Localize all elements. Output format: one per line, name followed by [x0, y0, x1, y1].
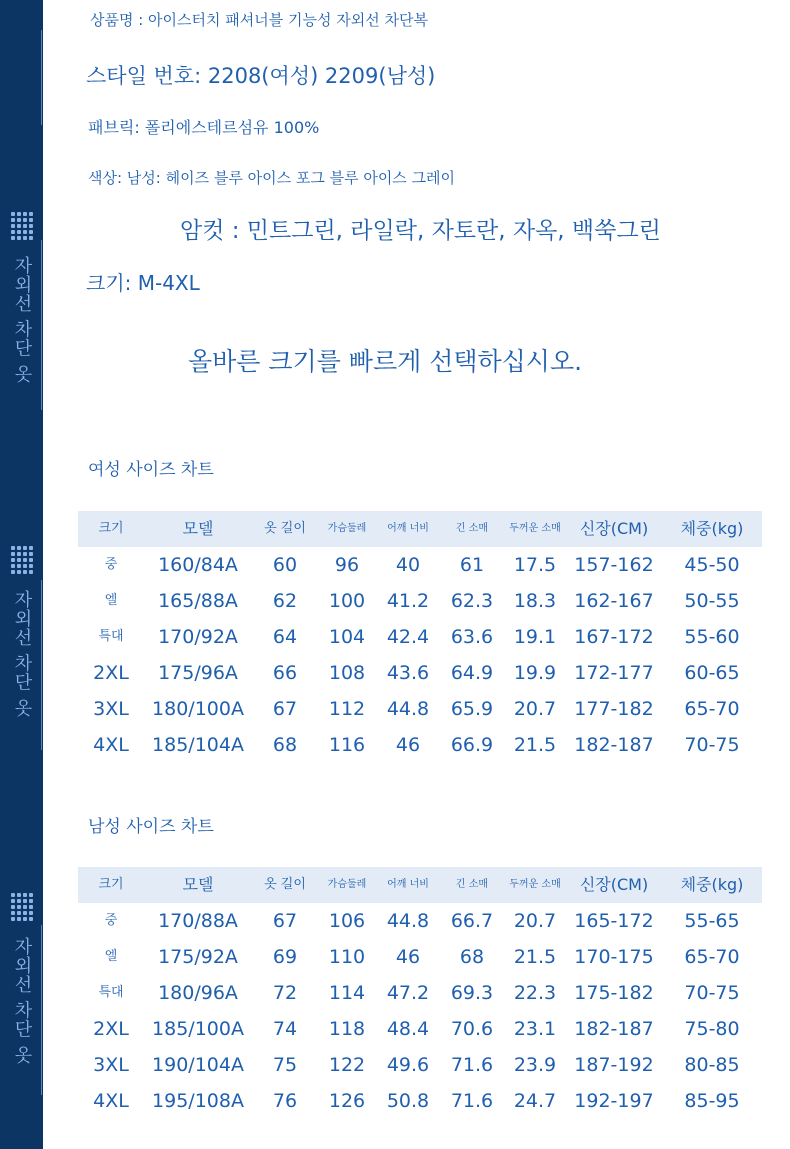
cell-chest: 114: [328, 982, 366, 1004]
col-chest: 가슴둘레: [327, 523, 367, 534]
table-row: [78, 727, 762, 763]
cell-length: 67: [272, 910, 298, 932]
side-divider: [41, 925, 42, 1095]
cell-height: 177-182: [574, 698, 654, 720]
table-row: [78, 655, 762, 691]
cell-length: 72: [272, 982, 298, 1004]
cell-size: 3XL: [93, 1054, 129, 1076]
col-size: 크기: [98, 877, 124, 892]
women-size-table: [78, 511, 762, 763]
cell-model: 180/100A: [152, 698, 244, 720]
cell-size: 중: [104, 557, 118, 572]
cell-long-sleeve: 62.3: [450, 590, 494, 612]
cell-weight: 80-85: [684, 1054, 740, 1076]
cell-shoulder: 48.4: [386, 1018, 430, 1040]
col-length: 옷 길이: [264, 877, 306, 892]
cell-size: 엘: [104, 949, 118, 964]
cell-weight: 70-75: [684, 734, 740, 756]
side-banner-label: 자외선 차단 옷: [11, 937, 33, 1065]
women-chart-title: 여성 사이즈 차트: [88, 460, 214, 480]
cell-shoulder: 46: [395, 734, 421, 756]
cell-chest: 104: [328, 626, 366, 648]
cell-thick-sleeve: 24.7: [513, 1090, 557, 1112]
product-name: 상품명 : 아이스터치 패셔너블 기능성 자외선 차단복: [90, 11, 428, 29]
cell-height: 175-182: [574, 982, 654, 1004]
color-male: 색상: 남성: 헤이즈 블루 아이스 포그 블루 아이스 그레이: [88, 169, 456, 187]
cell-weight: 50-55: [684, 590, 740, 612]
col-weight: 체중(kg): [680, 875, 744, 894]
table-row: [78, 1011, 762, 1047]
fabric-info: 패브릭: 폴리에스테르섬유 100%: [88, 118, 320, 137]
cell-size: 4XL: [93, 734, 129, 756]
cell-weight: 70-75: [684, 982, 740, 1004]
cell-weight: 85-95: [684, 1090, 740, 1112]
cell-weight: 65-70: [684, 698, 740, 720]
col-thick-sleeve: 두꺼운 소매: [509, 879, 561, 890]
cell-long-sleeve: 70.6: [450, 1018, 494, 1040]
cell-thick-sleeve: 20.7: [513, 698, 557, 720]
cell-shoulder: 40: [395, 554, 421, 576]
cell-size: 특대: [98, 629, 124, 644]
color-female: 암컷 : 민트그린, 라일락, 자토란, 자옥, 백쑥그린: [180, 218, 661, 244]
cell-model: 175/92A: [158, 946, 238, 968]
cell-long-sleeve: 61: [459, 554, 485, 576]
style-number: 스타일 번호: 2208(여성) 2209(남성): [86, 64, 436, 88]
cell-height: 165-172: [574, 910, 654, 932]
cell-long-sleeve: 71.6: [450, 1090, 494, 1112]
col-shoulder: 어깨 너비: [387, 879, 429, 890]
col-long-sleeve: 긴 소매: [455, 879, 489, 890]
cell-size: 중: [104, 913, 118, 928]
cell-thick-sleeve: 23.1: [513, 1018, 557, 1040]
size-range: 크기: M-4XL: [86, 271, 200, 295]
cell-height: 170-175: [574, 946, 654, 968]
cell-length: 64: [272, 626, 298, 648]
cell-chest: 118: [328, 1018, 366, 1040]
cell-long-sleeve: 71.6: [450, 1054, 494, 1076]
col-chest: 가슴둘레: [327, 879, 367, 890]
cell-long-sleeve: 68: [459, 946, 485, 968]
col-height: 신장(CM): [579, 875, 649, 894]
cell-weight: 65-70: [684, 946, 740, 968]
col-size: 크기: [98, 521, 124, 536]
cell-length: 75: [272, 1054, 298, 1076]
cell-weight: 45-50: [684, 554, 740, 576]
cell-length: 68: [272, 734, 298, 756]
cell-chest: 122: [328, 1054, 366, 1076]
cell-model: 195/108A: [152, 1090, 244, 1112]
side-banner-group-2: [0, 546, 43, 717]
cell-long-sleeve: 66.7: [450, 910, 494, 932]
cell-shoulder: 44.8: [386, 910, 430, 932]
cell-thick-sleeve: 19.9: [513, 662, 557, 684]
cell-height: 182-187: [574, 1018, 654, 1040]
cell-height: 157-162: [574, 554, 654, 576]
side-banner-label: 자외선 차단 옷: [11, 590, 33, 718]
men-chart-title: 남성 사이즈 차트: [88, 817, 214, 837]
side-banner-group-1: [0, 212, 43, 383]
side-banner-label: 자외선 차단 옷: [11, 256, 33, 384]
cell-model: 185/100A: [152, 1018, 244, 1040]
cell-model: 170/92A: [158, 626, 238, 648]
side-divider: [41, 240, 42, 410]
dots-icon: [11, 893, 33, 923]
table-row: [78, 583, 762, 619]
cell-shoulder: 50.8: [386, 1090, 430, 1112]
cell-weight: 55-65: [684, 910, 740, 932]
cell-model: 175/96A: [158, 662, 238, 684]
cell-chest: 116: [328, 734, 366, 756]
cell-thick-sleeve: 23.9: [513, 1054, 557, 1076]
side-divider: [41, 580, 42, 750]
col-height: 신장(CM): [579, 519, 649, 538]
cell-thick-sleeve: 21.5: [513, 734, 557, 756]
cell-size: 엘: [104, 593, 118, 608]
table-row: [78, 547, 762, 583]
cell-model: 190/104A: [152, 1054, 244, 1076]
cell-size: 4XL: [93, 1090, 129, 1112]
table-row: [78, 619, 762, 655]
men-size-table: [78, 867, 762, 1119]
col-model: 모델: [182, 875, 214, 894]
col-model: 모델: [182, 519, 214, 538]
cell-model: 185/104A: [152, 734, 244, 756]
table-row: [78, 1047, 762, 1083]
cell-chest: 112: [328, 698, 366, 720]
cell-long-sleeve: 65.9: [450, 698, 494, 720]
table-row: [78, 691, 762, 727]
table-row: [78, 975, 762, 1011]
cell-chest: 108: [328, 662, 366, 684]
cell-length: 67: [272, 698, 298, 720]
cell-model: 165/88A: [158, 590, 238, 612]
cell-length: 62: [272, 590, 298, 612]
cell-height: 172-177: [574, 662, 654, 684]
cell-height: 182-187: [574, 734, 654, 756]
cell-length: 60: [272, 554, 298, 576]
side-banner-top-fragment: [6, 0, 36, 22]
cell-height: 167-172: [574, 626, 654, 648]
cell-long-sleeve: 69.3: [450, 982, 494, 1004]
table-header: [78, 511, 762, 547]
table-row: [78, 1083, 762, 1119]
cell-chest: 96: [334, 554, 360, 576]
col-weight: 체중(kg): [680, 519, 744, 538]
dots-icon: [11, 212, 33, 242]
cell-thick-sleeve: 22.3: [513, 982, 557, 1004]
cell-shoulder: 47.2: [386, 982, 430, 1004]
cell-long-sleeve: 64.9: [450, 662, 494, 684]
side-banner-group-3: [0, 893, 43, 1064]
cell-model: 180/96A: [158, 982, 238, 1004]
cell-size: 2XL: [93, 662, 129, 684]
cell-weight: 75-80: [684, 1018, 740, 1040]
cell-size: 특대: [98, 985, 124, 1000]
cell-model: 160/84A: [158, 554, 238, 576]
cell-chest: 106: [328, 910, 366, 932]
cell-weight: 60-65: [684, 662, 740, 684]
cell-shoulder: 42.4: [386, 626, 430, 648]
cell-model: 170/88A: [158, 910, 238, 932]
table-row: [78, 903, 762, 939]
table-header: [78, 867, 762, 903]
cell-chest: 110: [328, 946, 366, 968]
cell-shoulder: 43.6: [386, 662, 430, 684]
cell-long-sleeve: 63.6: [450, 626, 494, 648]
cell-size: 2XL: [93, 1018, 129, 1040]
cell-size: 3XL: [93, 698, 129, 720]
cell-thick-sleeve: 20.7: [513, 910, 557, 932]
col-length: 옷 길이: [264, 521, 306, 536]
cell-length: 74: [272, 1018, 298, 1040]
cell-long-sleeve: 66.9: [450, 734, 494, 756]
cell-thick-sleeve: 17.5: [513, 554, 557, 576]
cell-height: 162-167: [574, 590, 654, 612]
cell-chest: 100: [328, 590, 366, 612]
choose-size-tip: 올바른 크기를 빠르게 선택하십시오.: [188, 347, 583, 376]
cell-thick-sleeve: 21.5: [513, 946, 557, 968]
cell-shoulder: 49.6: [386, 1054, 430, 1076]
cell-height: 187-192: [574, 1054, 654, 1076]
cell-length: 76: [272, 1090, 298, 1112]
cell-length: 66: [272, 662, 298, 684]
table-row: [78, 939, 762, 975]
cell-thick-sleeve: 18.3: [513, 590, 557, 612]
side-banner: [0, 0, 43, 1149]
cell-length: 69: [272, 946, 298, 968]
cell-shoulder: 44.8: [386, 698, 430, 720]
col-long-sleeve: 긴 소매: [455, 523, 489, 534]
cell-height: 192-197: [574, 1090, 654, 1112]
dots-icon: [11, 546, 33, 576]
cell-thick-sleeve: 19.1: [513, 626, 557, 648]
side-divider: [41, 30, 42, 125]
col-thick-sleeve: 두꺼운 소매: [509, 523, 561, 534]
cell-shoulder: 41.2: [386, 590, 430, 612]
cell-weight: 55-60: [684, 626, 740, 648]
cell-shoulder: 46: [395, 946, 421, 968]
cell-chest: 126: [328, 1090, 366, 1112]
col-shoulder: 어깨 너비: [387, 523, 429, 534]
